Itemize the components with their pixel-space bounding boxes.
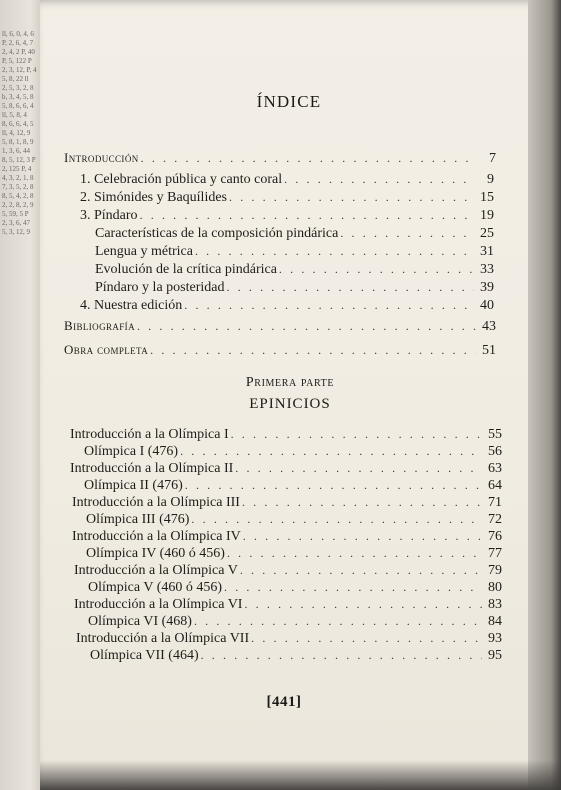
toc-entry-label: 1. Celebración pública y canto coral <box>80 172 283 187</box>
toc-entry-label: Características de la composición pindárica <box>95 226 339 241</box>
toc-entry-intro-olimpica-5: Introducción a la Olímpica V . . . 79 <box>74 563 502 579</box>
toc-entry-lengua <box>95 244 494 260</box>
toc-entry-label: 4. Nuestra edición <box>80 298 183 313</box>
toc-entry-page: 51 <box>482 343 496 358</box>
leader-dots <box>195 244 474 259</box>
toc-entry-page: 7 <box>489 151 496 166</box>
leader-dots <box>226 280 474 295</box>
toc-entry-label: 2. Simónides y Baquílides <box>80 190 227 205</box>
leader-dots <box>150 343 476 358</box>
toc-entry-olimpica-5: Olímpica V (460 ó 456) . . . 80 <box>88 580 502 596</box>
toc-entry-label: Evolución de la crítica pindárica <box>95 262 277 277</box>
part-label: Primera parte <box>245 375 335 390</box>
toc-entry-label: Bibliografía <box>64 318 135 333</box>
leader-dots <box>229 190 474 205</box>
toc-entry-label: Píndaro y la posteridad <box>95 280 225 295</box>
toc-entry-bibliografia <box>64 318 496 335</box>
toc-entry-page: 9 <box>487 172 494 187</box>
toc-entry-olimpica-7: Olímpica VII (464) . . . 95 <box>90 648 502 664</box>
toc-entry-page: 39 <box>480 280 494 295</box>
toc-entry-label: Obra completa <box>64 342 149 357</box>
toc-entry-intro-olimpica-2: Introducción a la Olímpica II . . . 63 <box>70 461 502 477</box>
toc-entry-intro-olimpica-6: Introducción a la Olímpica VI . . . 83 <box>74 597 502 613</box>
toc-entry-olimpica-4: Olímpica IV (460 ó 456) . . . 77 <box>86 546 502 562</box>
toc-entry-intro-olimpica-3: Introducción a la Olímpica III . . . 71 <box>72 495 502 511</box>
leader-dots <box>141 151 476 166</box>
part-title: EPINICIOS <box>249 396 331 412</box>
toc-entry-label: Introducción <box>64 150 139 165</box>
toc-entry-evolucion <box>95 262 494 278</box>
toc-entry-page: 43 <box>482 319 496 334</box>
toc-entry-celebracion <box>80 172 494 188</box>
leader-dots <box>140 208 474 223</box>
leader-dots <box>284 172 474 187</box>
toc-entry-page: 33 <box>480 262 494 277</box>
toc-entry-intro-olimpica-1: Introducción a la Olímpica I . . . 55 <box>70 427 502 443</box>
toc-entry-olimpica-6: Olímpica VI (468) . . . 84 <box>88 614 502 630</box>
toc-entry-page: 25 <box>480 226 494 241</box>
toc-entry-pindaro <box>80 208 494 224</box>
left-page-fragments: ll, 6, 0, 4, 6 P, 2, 6, 4, 7 2, 4, 2 P, 40 P, 5, 122 P 2, 3, 12, P, 4 5, 8, 22 ll 2, 5, 3, 2, 8 b, 3, 4, 5, 8 5, 8, 6, 6, 4 ll, 5, 8, 4 8, 6, 6, 4, 5 ll, 4, 12, 9 5, 8, 1, 8, 9 1, 3, 6, 44 8, 5, 12, 3 P 2, 125 P, 4 4, 3, 2, 1, 8 7, 3, 5, 2, 8 8, 5, 4, 2, 8 2, 2, 8, 2, 9 5, 59, 5 P 2, 3, 6, 47 5, 3, 12, 9 <box>2 30 37 236</box>
toc-entry-posteridad <box>95 280 494 296</box>
toc-entry-olimpica-2: Olímpica II (476) . . . 64 <box>84 478 502 494</box>
toc-entry-obra-completa <box>64 342 496 359</box>
toc-entry-page: 40 <box>480 298 494 313</box>
toc-entry-label: Lengua y métrica <box>95 244 193 259</box>
toc-entry-page: 31 <box>480 244 494 259</box>
leader-dots <box>279 262 474 277</box>
toc-entry-introduccion <box>64 150 496 167</box>
toc-entry-olimpica-3: Olímpica III (476) . . . 72 <box>86 512 502 528</box>
toc-entry-intro-olimpica-4: Introducción a la Olímpica IV . . . 76 <box>72 529 502 545</box>
toc-entry-label: 3. Píndaro <box>80 208 138 223</box>
page-number: [441] <box>266 694 302 710</box>
page-title: ÍNDICE <box>256 92 322 111</box>
toc-entry-simonides <box>80 190 494 206</box>
bottom-shadow <box>40 760 561 790</box>
leader-dots <box>137 319 476 334</box>
leader-dots <box>184 298 474 313</box>
toc-entry-intro-olimpica-7: Introducción a la Olímpica VII . . . 93 <box>76 631 502 647</box>
toc-entry-page: 19 <box>480 208 494 223</box>
leader-dots <box>340 226 474 241</box>
toc-entry-edicion <box>80 298 494 314</box>
toc-entry-page: 15 <box>480 190 494 205</box>
toc-entry-caracteristicas <box>95 226 494 242</box>
toc-entry-olimpica-1: Olímpica I (476) . . . 56 <box>84 444 502 460</box>
